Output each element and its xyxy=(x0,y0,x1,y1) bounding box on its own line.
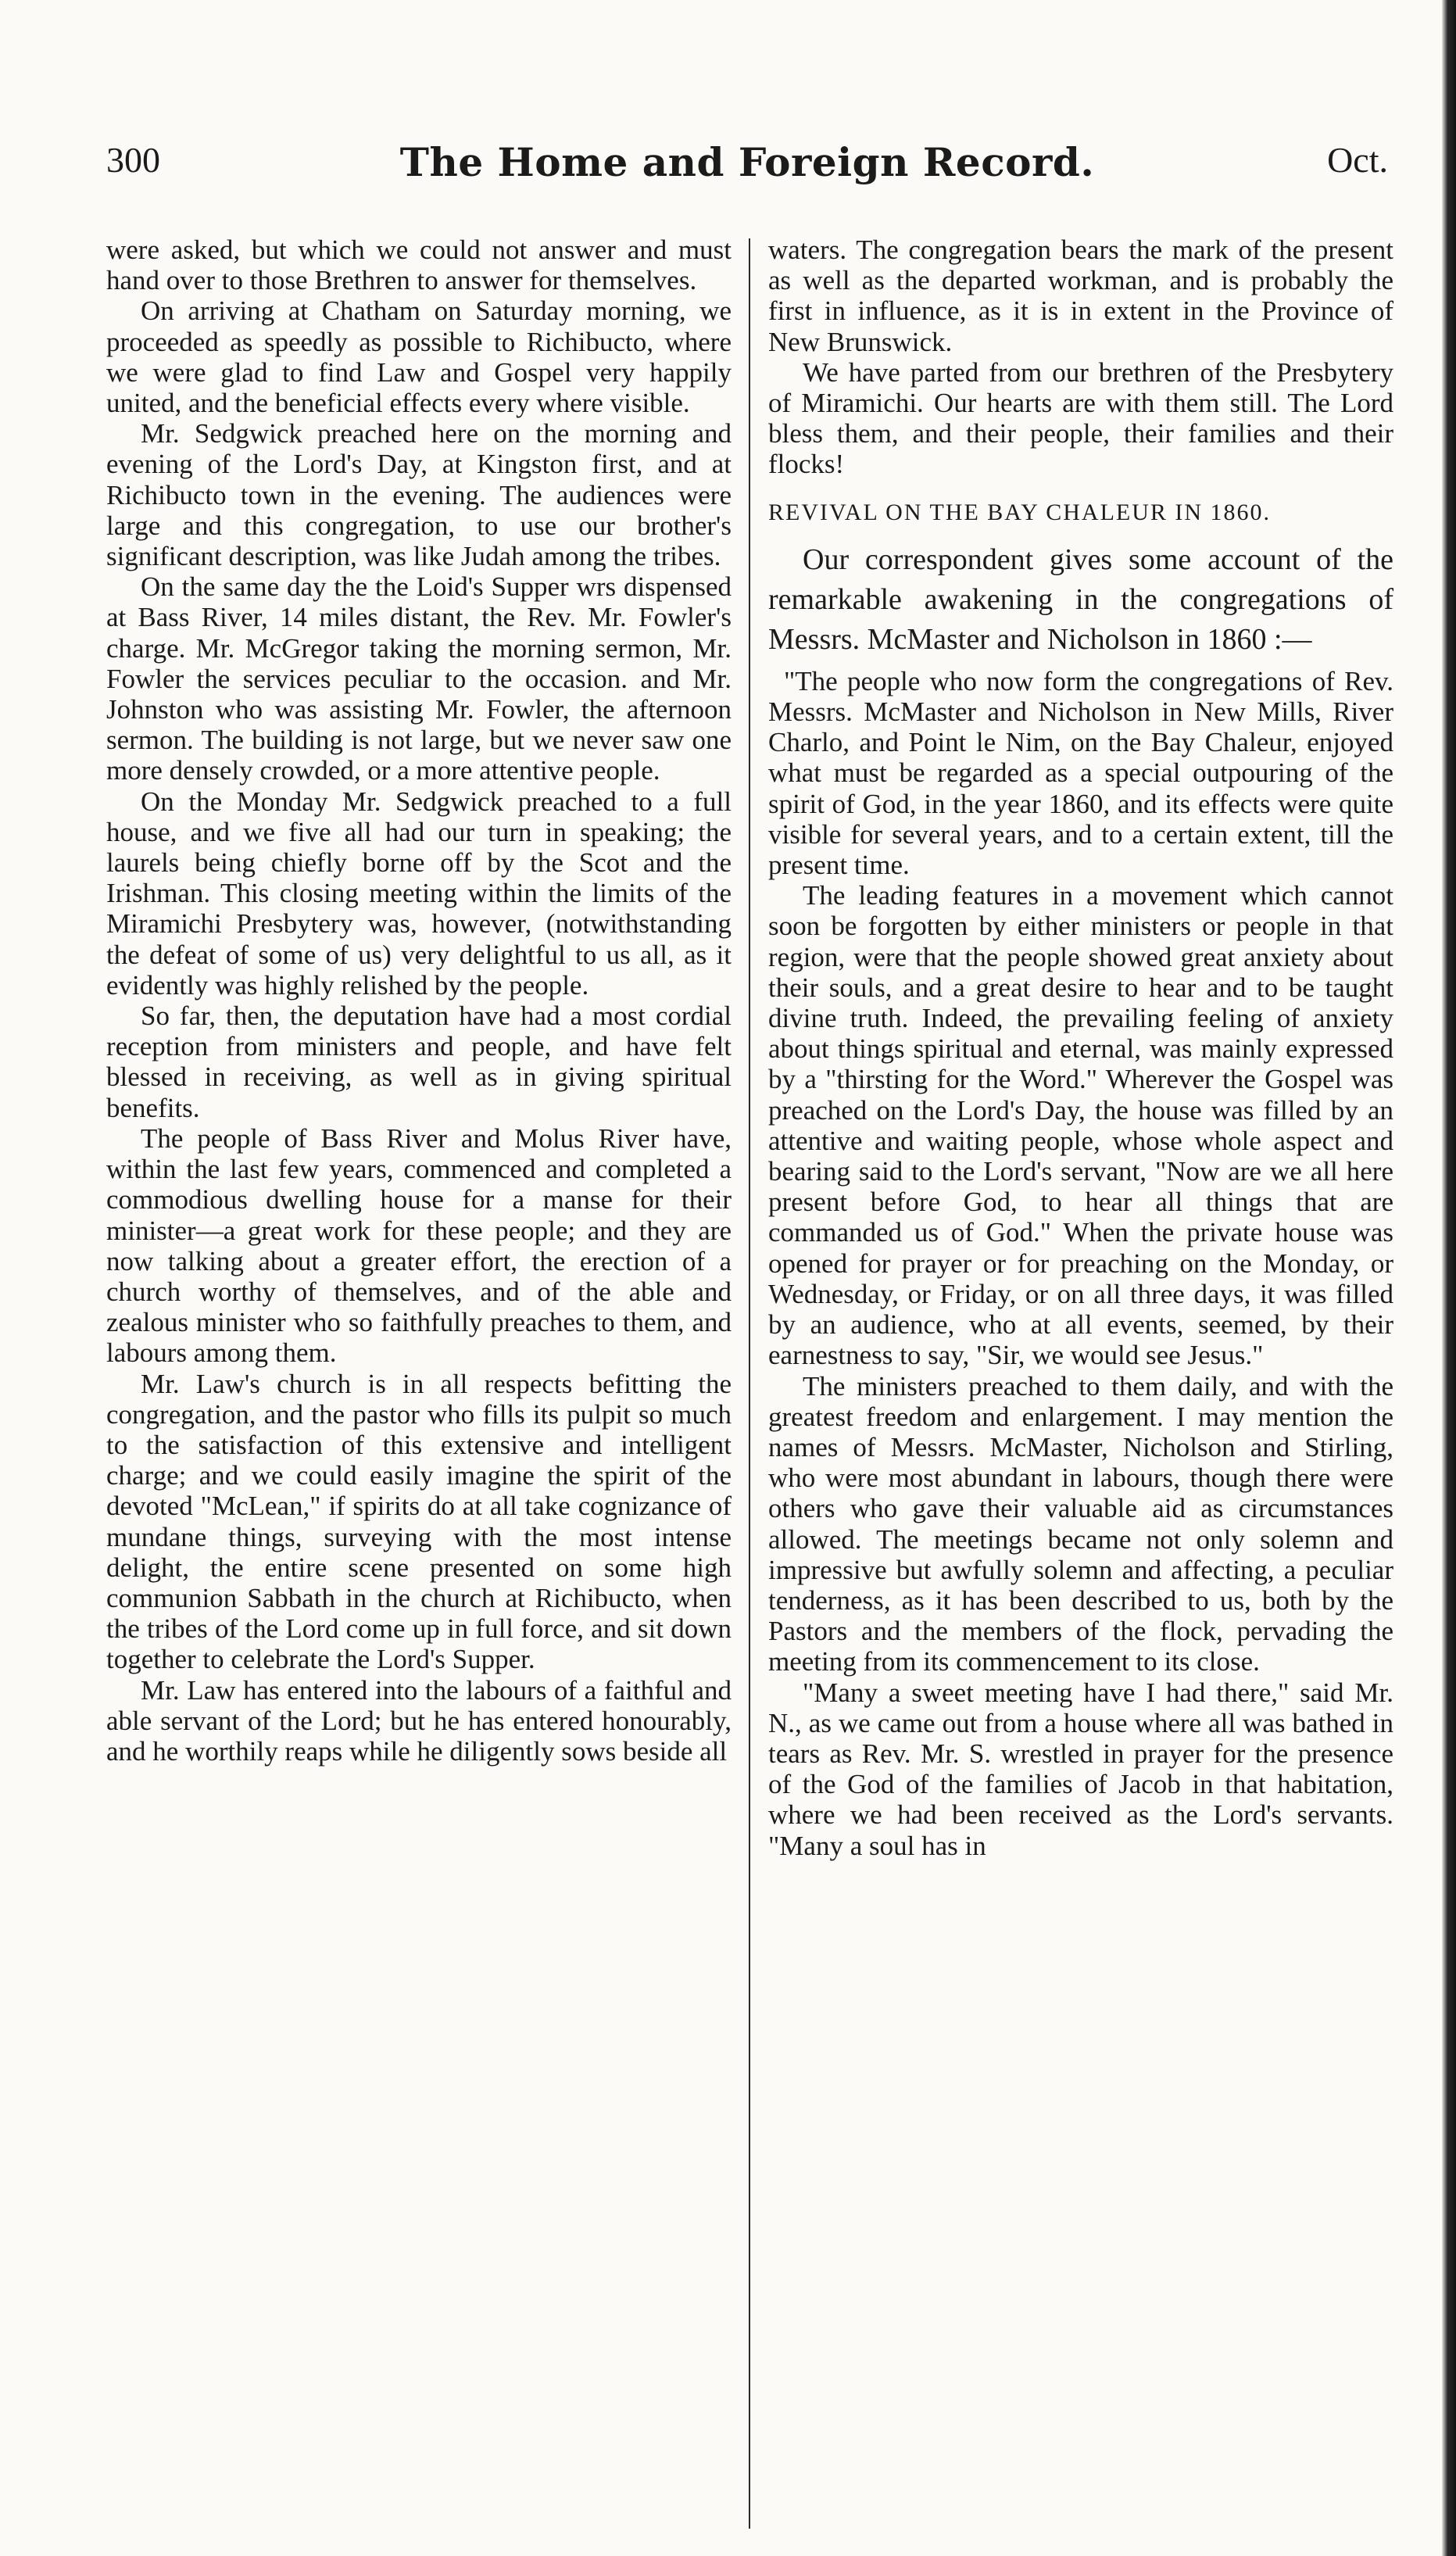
right-paragraph-5: The ministers preached to them daily, and with the greatest freedom and enlargement. I may mention the names of Messrs. McMaster, Nicholson and Stirling, who were most abundant in labours, though there were others who gave their valuable aid as circumstances allowed. The meetings became not only solemn and impressive but awfully solemn and affecting, a peculiar tenderness, as it has been described to us, both by the Pastors and the members of the flock, pervading the meeting from its commencement to its close. xyxy=(768,1370,1393,1677)
right-paragraph-3: "The people who now form the congregations of Rev. Messrs. McMaster and Nicholson in New Mills, River Charlo, and Point le Nim, on the Bay Chaleur, enjoyed what must be regarded as a special outpouring of the spirit of God, in the year 1860, and its effects were quite visible for several years, and to a certain extent, till the present time. xyxy=(768,665,1393,881)
left-paragraph-7: The people of Bass River and Molus River have, within the last few years, commenced and completed a commodious dwelling house for a manse for their minister—a great work for these people; and they are now talking about a greater effort, the erection of a church worthy of themselves, and of the able and zealous minister who so faithfully preaches to them, and labours among them. xyxy=(106,1122,732,1369)
page-number: 300 xyxy=(106,140,160,180)
running-head xyxy=(106,139,1388,194)
scan-edge xyxy=(1442,0,1456,2556)
left-paragraph-1: were asked, but which we could not answer and must hand over to those Brethren to answer for themselves. xyxy=(106,234,732,296)
section-intro: Our correspondent gives some account of the remarkable awakening in the congregations of Messrs. McMaster and Nicholson in 1860 :— xyxy=(768,542,1393,656)
section-heading: REVIVAL ON THE BAY CHALEUR IN 1860. xyxy=(768,499,1272,525)
right-column xyxy=(768,234,1393,1861)
left-paragraph-2: On arriving at Chatham on Saturday morning, we proceeded as speedly as possible to Richibucto, where we were glad to find Law and Gospel very happily united, and the beneficial effects every where visible. xyxy=(106,295,732,419)
left-paragraph-3: Mr. Sedgwick preached here on the morning and evening of the Lord's Day, at Kingston first, and at Richibucto town in the evening. The audiences were large and this congregation, to use our brother's significant description, was like Judah among the tribes. xyxy=(106,418,732,572)
right-paragraph-4: The leading features in a movement which cannot soon be forgotten by either ministers or people in that region, were that the people showed great anxiety about their souls, and a great desire to hear and to be taught divine truth. Indeed, the prevailing feeling of anxiety about things spiritual and eternal, was mainly expressed by a "thirsting for the Word." Wherever the Gospel was preached on the Lord's Day, the house was filled by an attentive and waiting people, whose whole aspect and bearing said to the Lord's servant, "Now are we all here present before God, to hear all things that are commanded us of God." When the private house was opened for prayer or for preaching on the Monday, or Wednesday, or Friday, or on all three days, it was filled by an audience, who at all events, seemed, by their earnestness to say, "Sir, we would see Jesus." xyxy=(768,880,1393,1371)
column-divider xyxy=(749,238,750,2529)
issue-month: Oct. xyxy=(1327,140,1388,180)
left-paragraph-4: On the same day the the Loid's Supper wrs dispensed at Bass River, 14 miles distant, the Rev. Mr. Fowler's charge. Mr. McGregor taking the morning sermon, Mr. Fowler the services peculiar to the occasion. and Mr. Johnston who was assisting Mr. Fowler, the afternoon sermon. The building is not large, but we never saw one more densely crowded, or a more attentive people. xyxy=(106,571,732,786)
journal-title: The Home and Foreign Record. xyxy=(399,139,1095,185)
right-paragraph-2: We have parted from our brethren of the Presbytery of Miramichi. Our hearts are with them still. The Lord bless them, and their people, their families and their flocks! xyxy=(768,356,1393,480)
left-paragraph-8: Mr. Law's church is in all respects befitting the congregation, and the pastor who fills its pulpit so much to the satisfaction of this extensive and intelligent charge; and we could easily imagine the spirit of the devoted "McLean," if spirits do at all take cognizance of mundane things, surveying with the most intense delight, the entire scene presented on some high communion Sabbath in the church at Richibucto, when the tribes of the Lord come up in full force, and sit down together to celebrate the Lord's Supper. xyxy=(106,1368,732,1675)
left-column xyxy=(106,234,732,1767)
left-paragraph-9: Mr. Law has entered into the labours of a faithful and able servant of the Lord; but he has entered honourably, and he worthily reaps while he diligently sows beside all xyxy=(106,1674,732,1767)
left-paragraph-6: So far, then, the deputation have had a most cordial reception from ministers and people, and have felt blessed in receiving, as well as in giving spiritual benefits. xyxy=(106,1001,732,1123)
right-paragraph-6: "Many a sweet meeting have I had there," said Mr. N., as we came out from a house where all was bathed in tears as Rev. Mr. S. wrestled in prayer for the presence of the God of the families of Jacob in that habitation, where we had been received as the Lord's servants. "Many a soul has in xyxy=(768,1677,1393,1861)
left-paragraph-5: On the Monday Mr. Sedgwick preached to a full house, and we five all had our turn in speaking; the laurels being chiefly borne off by the Scot and the Irishman. This closing meeting within the limits of the Miramichi Presbytery was, however, (notwithstanding the defeat of some of us) very delightful to us all, as it evidently was highly relished by the people. xyxy=(106,786,732,1001)
right-paragraph-1: waters. The congregation bears the mark of the present as well as the departed workman, and is probably the first in influence, as it is in extent in the Province of New Brunswick. xyxy=(768,234,1393,357)
